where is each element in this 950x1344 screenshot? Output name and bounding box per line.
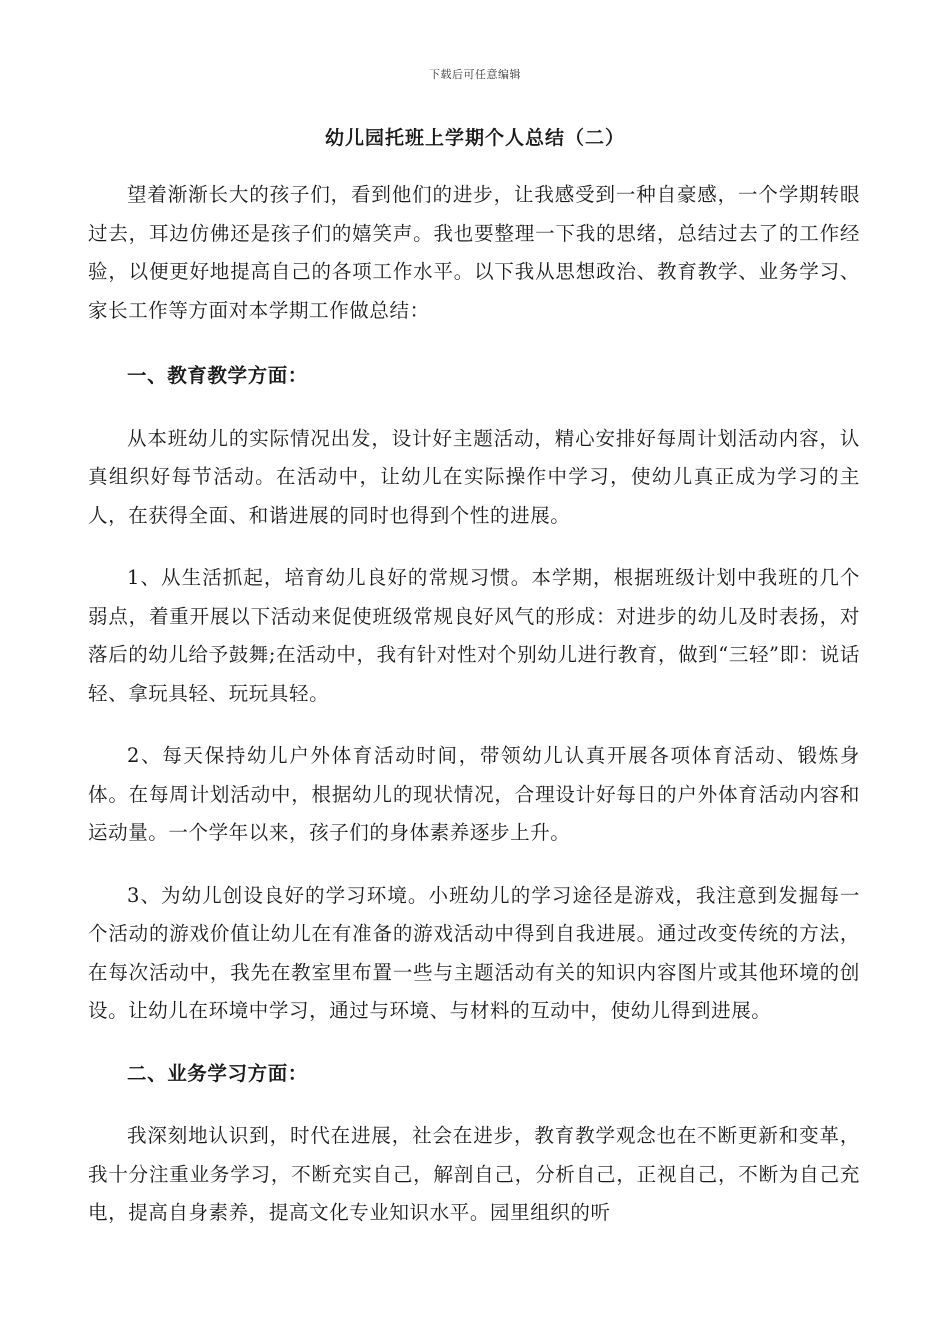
intro-paragraph: 望着渐渐长大的孩子们，看到他们的进步，让我感受到一种自豪感，一个学期转眼过去，耳边仿佛还是孩子们的嬉笑声。我也要整理一下我的思绪，总结过去了的工作经验，以便更好地提高自己的各项工作水平。以下我从思想政治、教育教学、业务学习、家长工作等方面对本学期工作做总结： xyxy=(88,183,860,322)
document-body xyxy=(88,176,860,1233)
section2-paragraph-1: 我深刻地认识到，时代在进展，社会在进步，教育教学观念也在不断更新和变革，我十分注重业务学习，不断充实自己，解剖自己，分析自己，正视自己，不断为自己充电，提高自身素养，提高文化专业知识水平。园里组织的听 xyxy=(88,1124,860,1224)
section1-paragraph-3: 2、每天保持幼儿户外体育活动时间，带领幼儿认真开展各项体育活动、锻炼身体。在每周计划活动中，根据幼儿的现状情况，合理设计好每日的户外体育活动内容和运动量。一个学年以来，孩子们的身体素养逐步上升。 xyxy=(88,744,860,844)
header-note: 下载后可任意编辑 xyxy=(429,68,521,81)
section1-paragraph-2: 1、从生活抓起，培育幼儿良好的常规习惯。本学期，根据班级计划中我班的几个弱点，着重开展以下活动来促使班级常规良好风气的形成：对进步的幼儿及时表扬，对落后的幼儿给予鼓舞;在活动中，我有针对性对个别幼儿进行教育，做到“三轻”即：说话轻、拿玩具轻、玩玩具轻。 xyxy=(88,566,861,705)
document-title: 幼儿园托班上学期个人总结（二） xyxy=(324,127,625,149)
section-heading-teaching: 一、教育教学方面： xyxy=(127,364,308,387)
section-heading-study: 二、业务学习方面： xyxy=(127,1061,308,1085)
section1-paragraph-4: 3、为幼儿创设良好的学习环境。小班幼儿的学习途径是游戏，我注意到发掘每一个活动的游戏价值让幼儿在有准备的游戏活动中得到自我进展。通过改变传统的方法，在每次活动中，我先在教室里布置一些与主题活动有关的知识内容图片或其他环境的创设。让幼儿在环境中学习，通过与环境、与材料的互动中，使幼儿得到进展。 xyxy=(88,883,860,1022)
section1-paragraph-1: 从本班幼儿的实际情况出发，设计好主题活动，精心安排好每周计划活动内容，认真组织好每节活动。在活动中，让幼儿在实际操作中学习，使幼儿真正成为学习的主人，在获得全面、和谐进展的同时也得到个性的进展。 xyxy=(88,426,860,527)
